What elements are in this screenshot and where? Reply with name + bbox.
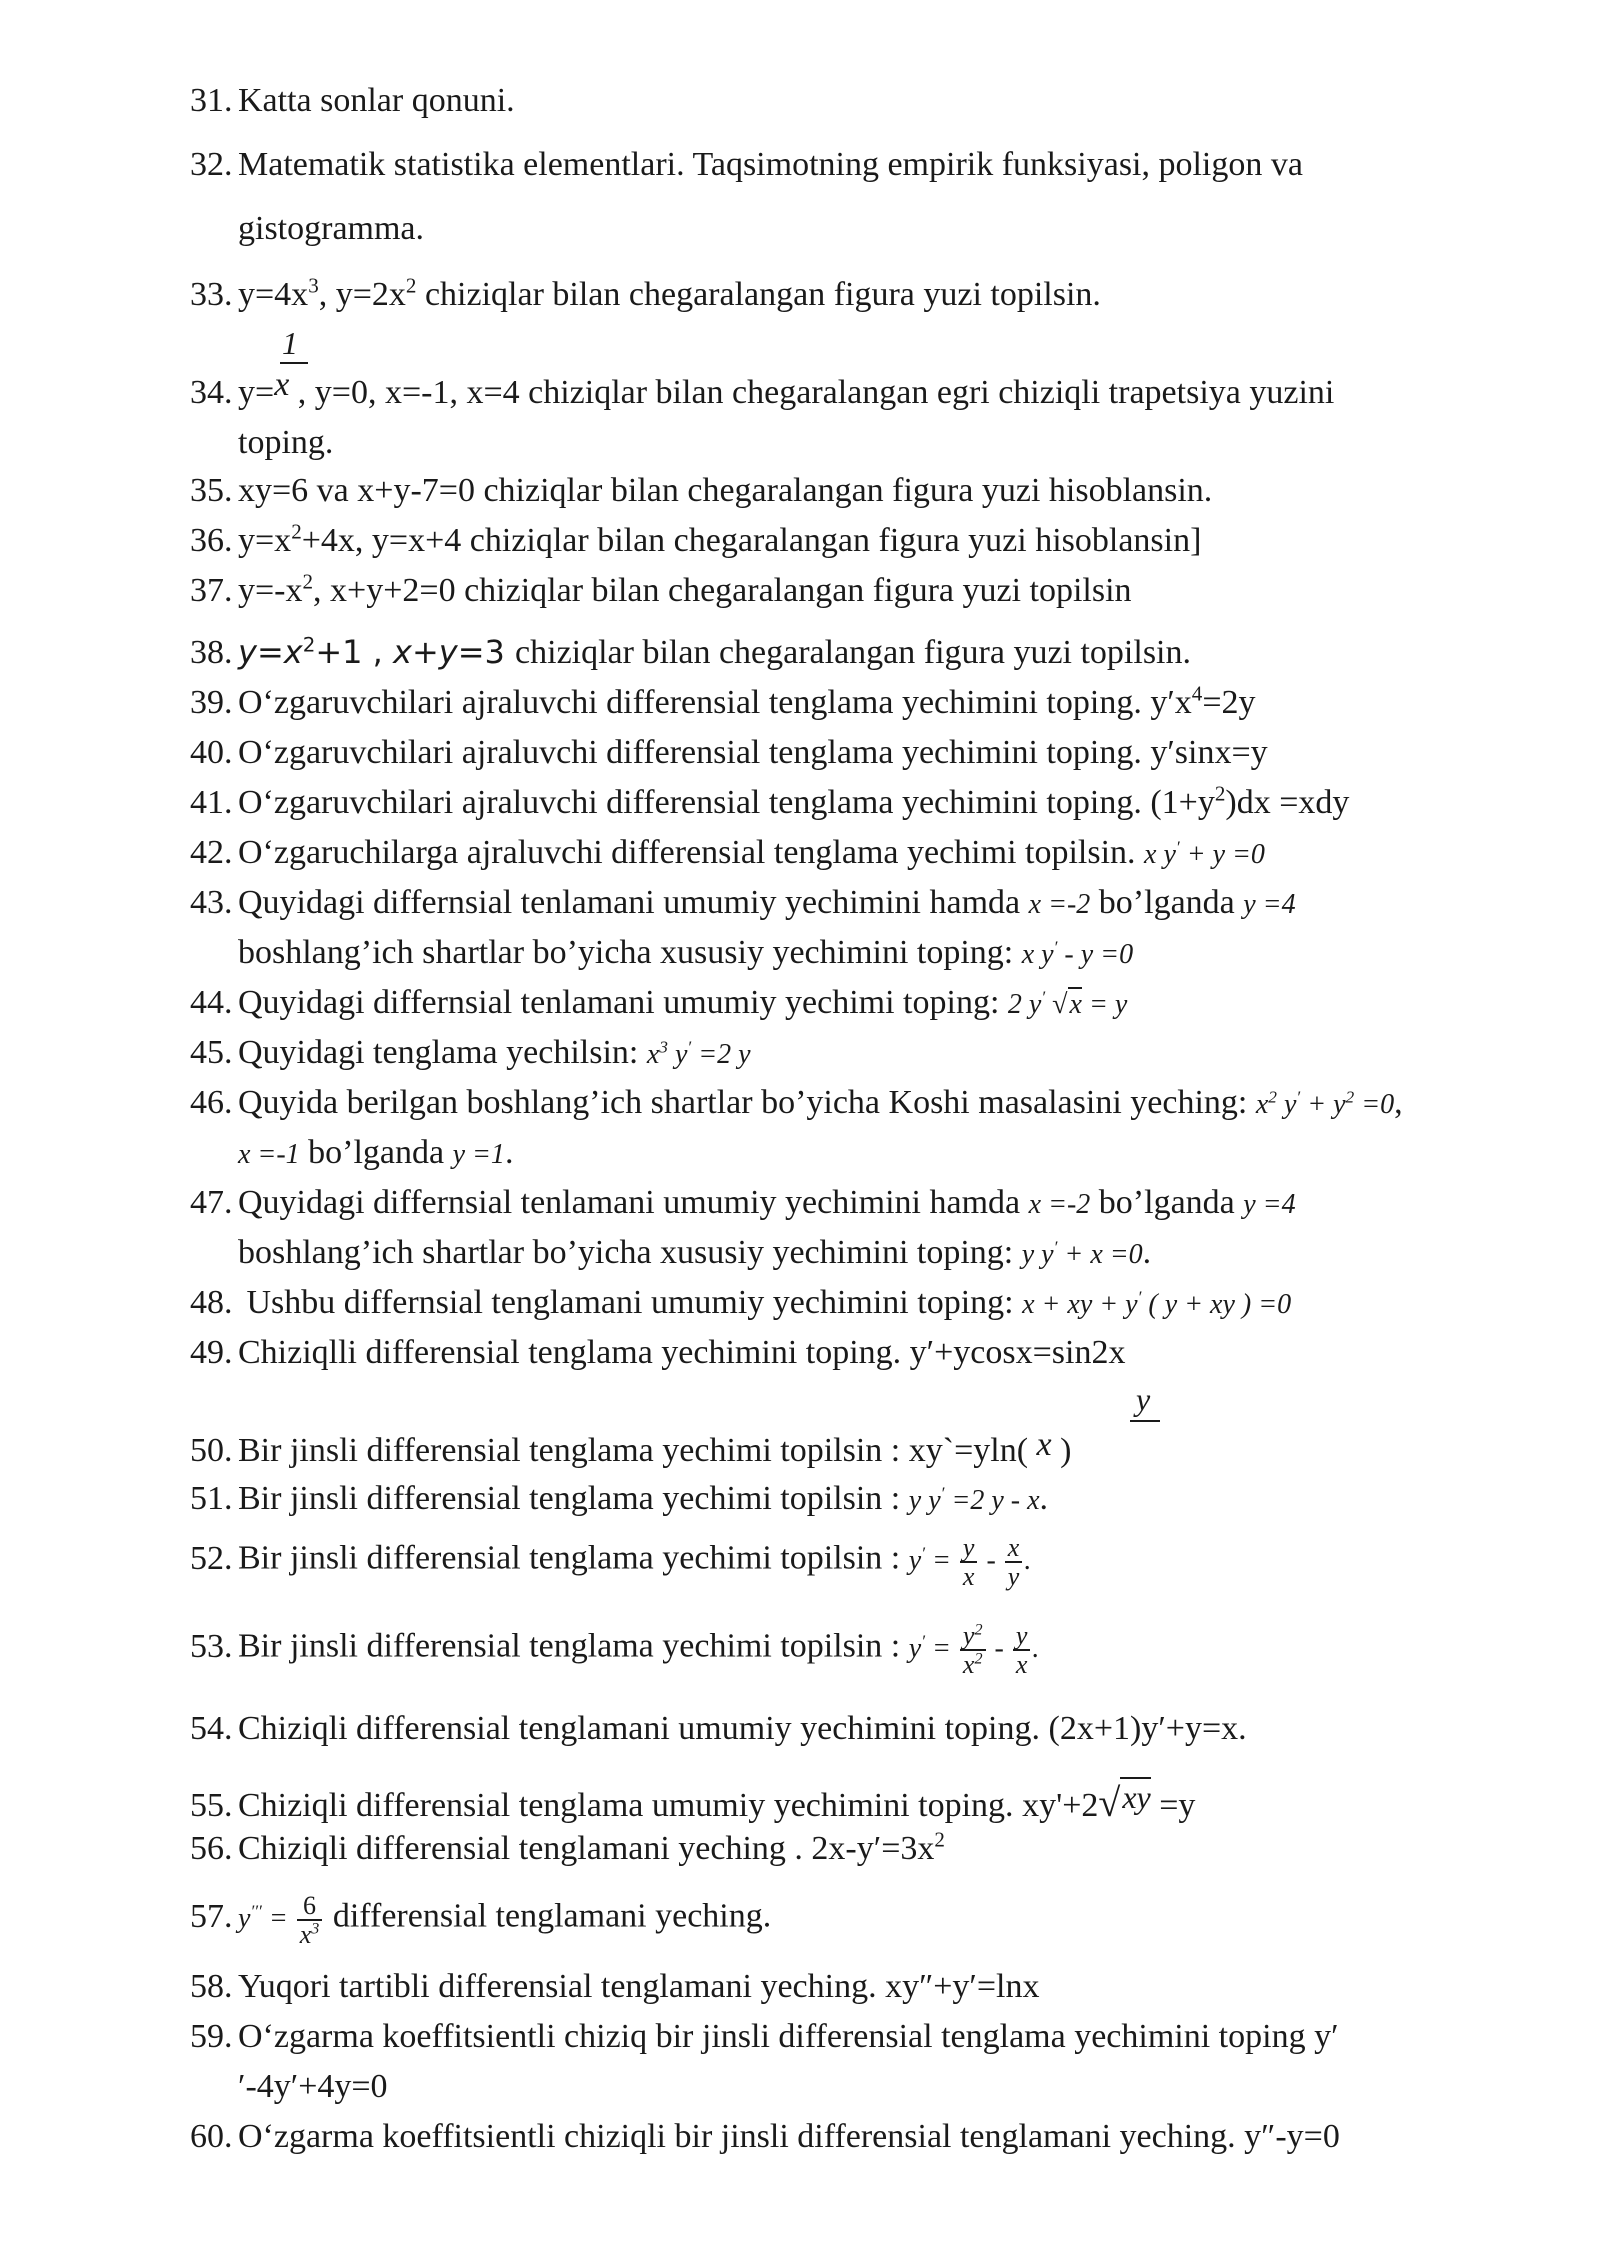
equation: x =-2 (1028, 1189, 1091, 1220)
item-number: 55. (190, 1787, 233, 1824)
item-number: 44. (190, 984, 233, 1021)
list-item (190, 142, 1530, 188)
item-text: Chiziqlli differensial tenglama yechimini toping. (238, 1334, 902, 1371)
item-number: 41. (190, 784, 233, 821)
item-number: 48. (190, 1284, 233, 1321)
item-text: Bir jinsli differensial tenglama yechimi topilsin : (238, 1539, 901, 1577)
list-item (190, 1180, 1530, 1226)
equation: xy`=yln( x ) (908, 1426, 1072, 1469)
fraction-numerator: 1 (282, 325, 298, 361)
item-continuation: toping. (238, 424, 334, 461)
item-text: Katta sonlar qonuni. (238, 82, 515, 119)
item-text: y=0, x=-1, x=4 chiziqlar bilan chegaralangan egri chiziqli trapetsiya yuzini (314, 374, 1335, 411)
list-item (190, 830, 1530, 876)
item-text: O‘zgarma koeffitsientli chiziq bir jinsli differensial tenglama yechimini toping (238, 2018, 1306, 2055)
item-text: Matematik statistika elementlari. Taqsimotning empirik funksiyasi, poligon va (238, 146, 1303, 183)
list-item (190, 1622, 1530, 1679)
equation: xy″+y′=lnx (885, 1968, 1040, 2005)
equation: y=x , (238, 366, 315, 411)
list-item (190, 568, 1530, 614)
item-number: 38. (190, 634, 233, 671)
equation: y y′ =2 y - x (908, 1483, 1040, 1516)
list-item (190, 468, 1530, 514)
equation: 2 y′ √x = y (1007, 987, 1128, 1020)
list-item (190, 1776, 1530, 1830)
list-item (190, 1030, 1530, 1076)
item-continuation: ′-4y′+4y=0 (238, 2068, 388, 2105)
item-number: 34. (190, 374, 233, 411)
item-number: 58. (190, 1968, 233, 2005)
item-text-2: bo’lganda (1098, 1184, 1235, 1221)
equation: x + xy + y′ ( y + xy ) =0 (1022, 1287, 1292, 1320)
item-text: Quyidagi differnsial tenlamani umumiy yechimini hamda (238, 1184, 1021, 1221)
item-text-2: bo’lganda (1098, 884, 1235, 921)
equation: y y′ + x =0 (1021, 1237, 1143, 1270)
equation: (2x+1)y′+y=x. (1048, 1710, 1247, 1747)
item-number: 37. (190, 572, 233, 609)
item-number: 45. (190, 1034, 233, 1071)
item-text: O‘zgaruvchilari ajraluvchi differensial tenglama yechimini toping. (238, 784, 1142, 821)
item-text: Quyidagi differnsial tenlamani umumiy yechimi toping: (238, 984, 1000, 1021)
item-number: 42. (190, 834, 233, 871)
continuation-text: bo’lganda (308, 1134, 445, 1171)
item-number: 36. (190, 522, 233, 559)
equation: y =1 (452, 1139, 505, 1170)
equation: x =-2 (1028, 889, 1091, 920)
continuation-text: boshlang’ich shartlar bo’yicha xususiy yechimini toping: (238, 934, 1014, 971)
item-number: 54. (190, 1710, 233, 1747)
equation: y′ (1314, 2018, 1339, 2055)
item-text: Bir jinsli differensial tenglama yechimi topilsin : (238, 1480, 901, 1517)
fraction-bar (280, 362, 308, 364)
list-item (190, 1280, 1530, 1326)
item-number: 32. (190, 146, 233, 183)
item-text: differensial tenglamani yeching. (332, 1897, 772, 1935)
item-number: 39. (190, 684, 233, 721)
item-continuation: gistogramma. (238, 210, 425, 247)
list-item: 46. Quyida berilgan boshlang’ich shartlar bo’yicha Koshi masalasini yeching: $x^2$ $y' + y^2 =0$, (190, 1080, 1530, 1126)
equation: xy'+2√xy =y (1022, 1779, 1196, 1825)
item-number: 60. (190, 2118, 233, 2155)
item-text: chiziqlar bilan chegaralangan figura yuzi topilsin (464, 572, 1132, 609)
item-text: O‘zgaruchilarga ajraluvchi differensial tenglama yechimi topilsin. (238, 834, 1136, 871)
item-text: Quyidagi tenglama yechilsin: (238, 1034, 639, 1071)
list-item: 51. Bir jinsli differensial tenglama yechimi topilsin : y y′ =2 y - x. (190, 1476, 1530, 1522)
fraction-numerator: y (1136, 1381, 1151, 1417)
list-item (190, 1706, 1530, 1752)
item-number: 53. (190, 1627, 233, 1665)
item-text: chiziqlar bilan chegaralangan figura yuzi hisoblansin] (469, 522, 1202, 559)
item-text: O‘zgarma koeffitsientli chiziqli bir jinsli differensial tenglamani yeching. y″-y=0 (238, 2118, 1340, 2155)
item-text: Chiziqli differensial tenglamani umumiy yechimini toping. (238, 1710, 1041, 1747)
item-number: 51. (190, 1480, 233, 1517)
item-text: O‘zgaruvchilari ajraluvchi differensial tenglama yechimini toping. (238, 684, 1142, 721)
equation: $y=4x^3$, $y=2x^2$ (238, 273, 417, 313)
list-item (190, 880, 1530, 926)
equation: x y′ + y =0 (1144, 837, 1265, 870)
list-item (190, 2014, 1530, 2060)
equation: y′sinx=y (1150, 734, 1268, 771)
equation: $y'x^4=2y$ (1150, 681, 1256, 721)
list-item (190, 78, 1530, 124)
equation: $x^3$ y′ =2 y (646, 1037, 751, 1070)
item-number: 31. (190, 82, 233, 119)
item-number: 40. (190, 734, 233, 771)
list-item (190, 630, 1530, 676)
list-item (190, 518, 1530, 564)
item-text: chiziqlar bilan chegaralangan figura yuzi topilsin. (515, 634, 1191, 671)
equation: $(1+y^2)dx =xdy$ (1150, 781, 1350, 821)
equation: y′ = $\frac{y}{x}$ - $\frac{x}{y}$ . (908, 1533, 1032, 1592)
equation: $y=x^2+4x$, y=x+4 (238, 519, 470, 559)
equation: x =-1 (238, 1139, 300, 1170)
list-item (190, 366, 1530, 416)
item-text: Ushbu differnsial tenglamani umumiy yechimini toping: (246, 1284, 1014, 1321)
item-text: O‘zgaruvchilari ajraluvchi differensial tenglama yechimini toping. (238, 734, 1142, 771)
list-item (190, 730, 1530, 776)
continuation-text: boshlang’ich shartlar bo’yicha xususiy yechimini toping: (238, 1234, 1014, 1271)
list-item (190, 1330, 1530, 1376)
equation: y =4 (1243, 889, 1296, 920)
item-number: 57. (190, 1897, 233, 1935)
item-number: 47. (190, 1184, 233, 1221)
equation: y′+ycosx=sin2x (909, 1334, 1126, 1371)
equation: y′′′ = $\frac{6}{x^3}$ (238, 1903, 324, 1934)
fraction-bar (1130, 1420, 1160, 1422)
list-item (190, 2114, 1530, 2160)
item-number: 33. (190, 276, 233, 313)
item-text: Yuqori tartibli differensial tenglamani yeching. (238, 1968, 877, 2005)
item-continuation: x =-1 bo’lganda y =1. (238, 1134, 514, 1171)
item-number: 56. (190, 1830, 233, 1867)
item-number: 43. (190, 884, 233, 921)
list-item (190, 272, 1530, 318)
item-text: Quyidagi differnsial tenlamani umumiy yechimini hamda (238, 884, 1021, 921)
list-item (190, 1892, 1530, 1949)
item-text: Quyida berilgan boshlang’ich shartlar bo’yicha Koshi masalasini yeching: (238, 1084, 1248, 1121)
list-item (190, 780, 1530, 826)
equation: y′ = $\frac{y^2}{x^2}$ - $\frac{y}{x}$ . (908, 1621, 1040, 1680)
list-item (190, 680, 1530, 726)
item-continuation: boshlang’ich shartlar bo’yicha xususiy yechimini toping: y y′ + x =0. (238, 1234, 1152, 1271)
item-text: Bir jinsli differensial tenglama yechimi topilsin : (238, 1627, 901, 1665)
list-item: 56. Chiziqli differensial tenglamani yeching . $2x-y'=3x^2$ (190, 1826, 1530, 1872)
list-item (190, 1534, 1530, 1591)
item-text: Chiziqli differensial tenglama umumiy yechimini toping. (238, 1787, 1014, 1824)
list-item (190, 980, 1530, 1026)
item-number: 35. (190, 472, 233, 509)
item-text: chiziqlar bilan chegaralangan figura yuzi topilsin. (424, 276, 1101, 313)
item-continuation (238, 930, 1133, 976)
item-number: 52. (190, 1539, 233, 1577)
equation: $y=x^2+1$ , x+y=3 (238, 633, 516, 671)
equation: $x^2$ $y' + y^2 =0$ (1255, 1087, 1395, 1120)
equation: x y′ - y =0 (1021, 937, 1134, 970)
item-text: Chiziqli differensial tenglamani yeching . 2x-y′=3x (238, 1830, 935, 1867)
item-text: xy=6 va x+y-7=0 chiziqlar bilan chegaralangan figura yuzi hisoblansin. (238, 472, 1213, 509)
equation: $y=-x^2$, x+y+2=0 (238, 569, 465, 609)
list-item (190, 1428, 1530, 1474)
item-text: Bir jinsli differensial tenglama yechimi topilsin : (238, 1432, 901, 1469)
list-item (190, 1964, 1530, 2010)
item-number: 59. (190, 2018, 233, 2055)
item-number: 50. (190, 1432, 233, 1469)
item-number: 49. (190, 1334, 233, 1371)
item-number: 46. (190, 1084, 233, 1121)
equation: y =4 (1243, 1189, 1296, 1220)
